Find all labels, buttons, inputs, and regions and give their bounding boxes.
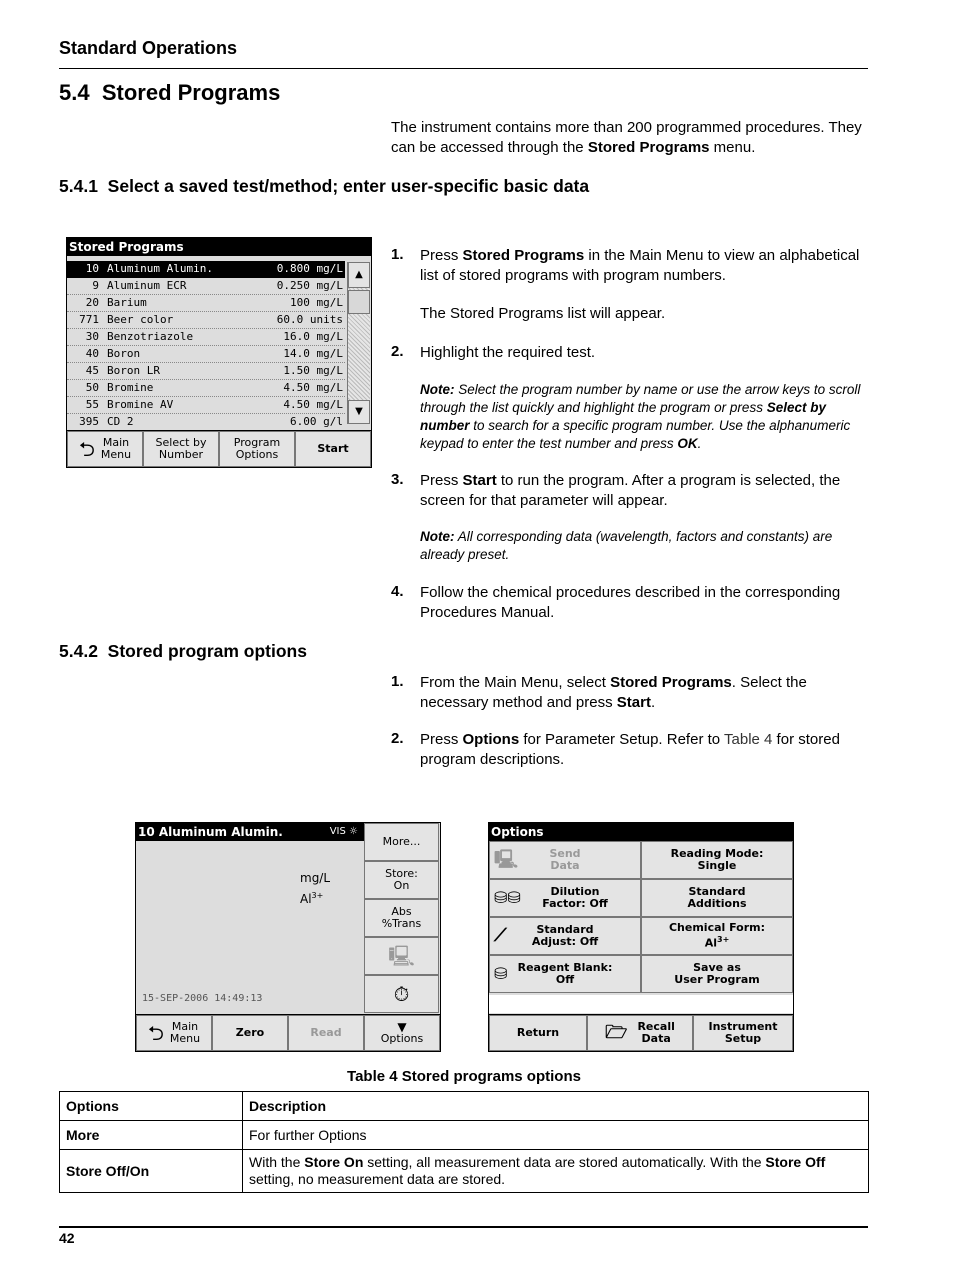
program-name: Bromine: [107, 381, 154, 394]
table-cell: Store Off/On: [60, 1150, 243, 1193]
program-number: 20: [85, 296, 99, 309]
table-cell: More: [60, 1121, 243, 1150]
screen1-button-bar: [67, 430, 371, 467]
screen-title: Stored Programs: [67, 238, 371, 256]
button-label: Abs: [391, 905, 412, 918]
option-label: Save as: [693, 961, 741, 974]
bold-text: Stored Programs: [462, 247, 585, 264]
program-range: 4.50 mg/L: [283, 381, 343, 394]
bold-text: Store Off: [765, 1154, 826, 1170]
main-menu-button[interactable]: [136, 1015, 212, 1051]
calibration-curve-icon: ⟋: [494, 925, 507, 946]
scroll-up-icon[interactable]: ▲: [348, 262, 370, 288]
program-number: 30: [85, 330, 99, 343]
list-item[interactable]: [67, 397, 345, 414]
dilution-factor-option[interactable]: [489, 879, 641, 917]
button-label: Store:: [385, 867, 418, 880]
program-range: 16.0 mg/L: [283, 330, 343, 343]
option-value: Factor: Off: [542, 897, 608, 910]
program-range: 1.50 mg/L: [283, 364, 343, 377]
list-item[interactable]: [67, 278, 345, 295]
option-label: Data: [550, 859, 580, 872]
header-rule: [59, 68, 868, 69]
step-1-text: [420, 246, 869, 285]
option-label: Reading Mode:: [670, 847, 764, 860]
program-number: 771: [79, 313, 99, 326]
section-title: Stored Programs: [101, 80, 281, 105]
text: Press: [420, 472, 463, 489]
screen-title: 10 Aluminum Alumin.: [138, 825, 283, 839]
program-range: 100 mg/L: [290, 296, 343, 309]
footer-rule: [59, 1226, 868, 1228]
option-value: Al: [704, 936, 717, 950]
intro-paragraph: [391, 118, 869, 157]
options-table: [59, 1091, 869, 1193]
vis-indicator: VIS: [329, 826, 346, 837]
button-label: Setup: [724, 1032, 762, 1045]
program-list: [67, 261, 345, 431]
options-step-1-text: [420, 673, 869, 712]
button-label: Instrument: [708, 1020, 778, 1033]
step-1-result: The Stored Programs list will appear.: [420, 305, 666, 322]
options-button[interactable]: [364, 1015, 440, 1051]
options-step-2-text: [420, 730, 869, 769]
button-label: Main: [171, 1020, 199, 1033]
program-number: 45: [85, 364, 99, 377]
screen-title-bar: [136, 823, 364, 841]
recall-data-button[interactable]: [587, 1015, 693, 1051]
button-label: %Trans: [381, 917, 422, 930]
subsection-title: Select a saved test/method; enter user-specific basic data: [107, 176, 590, 196]
text: .: [650, 693, 656, 711]
text: to search for a specific program number. Use the alphanumeric keypad to enter the test number and press: [420, 418, 851, 451]
list-item[interactable]: [67, 329, 345, 346]
program-number: 9: [92, 279, 99, 292]
note-2: [420, 528, 869, 564]
program-range: 14.0 mg/L: [283, 347, 343, 360]
text: for stored program descriptions.: [420, 731, 840, 768]
option-label: Additions: [687, 897, 747, 910]
program-range: 0.250 mg/L: [276, 279, 343, 292]
text: setting, all measurement data are stored automatically. With the: [363, 1154, 766, 1170]
reagent-blank-option[interactable]: [489, 955, 641, 993]
button-label: Menu: [100, 448, 132, 461]
table-reference-link[interactable]: Table 4: [724, 731, 773, 748]
table-header-cell: Description: [243, 1092, 869, 1121]
text: All corresponding data (wavelength, factors and constants) are already preset.: [420, 529, 833, 562]
back-arrow-icon: ⮌: [147, 1021, 164, 1045]
zero-button[interactable]: Zero: [212, 1015, 288, 1051]
intro-text-end: menu.: [709, 138, 756, 156]
abs-trans-button[interactable]: [364, 899, 439, 937]
option-label: Send: [549, 847, 581, 860]
back-arrow-icon: ⮌: [78, 437, 95, 461]
table-cell: For further Options: [243, 1121, 869, 1150]
bold-text: Select by number: [420, 400, 826, 433]
option-label: User Program: [674, 973, 760, 986]
text: for Parameter Setup. Refer to: [519, 731, 725, 748]
option-label: Reagent Blank:: [517, 961, 613, 974]
button-label: Number: [158, 448, 204, 461]
step-number: 1.: [391, 673, 404, 690]
note-1: [420, 381, 869, 453]
program-number: 10: [85, 262, 99, 275]
side-button-column: [364, 823, 439, 1013]
timer-button[interactable]: [364, 975, 439, 1013]
option-label: Standard: [536, 923, 594, 936]
text: to run the program. After a program is selected, the screen for that parameter will appear.: [420, 472, 841, 509]
list-item[interactable]: [67, 295, 345, 312]
button-label: Recall: [637, 1020, 675, 1033]
step-4-text: Follow the chemical procedures described in the corresponding Procedures Manual.: [420, 584, 841, 621]
step-2-text: Highlight the required test.: [420, 344, 596, 361]
button-label: On: [393, 879, 410, 892]
step-number: 1.: [391, 246, 404, 263]
charge: 3+: [311, 891, 324, 900]
date-time: 15-SEP-2006 14:49:13: [142, 993, 263, 1004]
button-label: Select by: [155, 436, 207, 449]
button-label: Menu: [169, 1032, 201, 1045]
table-row: [60, 1150, 869, 1193]
bold-text: Start: [616, 693, 651, 711]
charge: 3+: [717, 935, 730, 945]
scroll-down-icon[interactable]: ▼: [348, 400, 370, 424]
text: From the Main Menu, select: [420, 674, 611, 691]
program-range: 4.50 mg/L: [283, 398, 343, 411]
computer-icon: 🖳: [388, 944, 415, 968]
program-name: CD 2: [107, 415, 134, 428]
intro-text: The instrument contains more than 200 programmed procedures. They can be accessed through the: [391, 119, 862, 156]
program-range: 0.800 mg/L: [276, 262, 343, 275]
stopwatch-icon: ⏱: [393, 982, 410, 1006]
standard-adjust-option[interactable]: [489, 917, 641, 955]
option-label: Dilution: [550, 885, 600, 898]
standard-additions-option[interactable]: [641, 879, 793, 917]
option-value: Single: [697, 859, 737, 872]
screen-title: Options: [489, 823, 793, 841]
reading-mode-option[interactable]: [641, 841, 793, 879]
vials-icon: ⛁⛁: [494, 888, 521, 907]
main-menu-button[interactable]: [67, 431, 143, 467]
blank-area: [489, 995, 793, 1013]
subsection-number: 5.4.2: [59, 641, 98, 661]
section-heading: [59, 80, 280, 106]
button-label: Data: [641, 1032, 671, 1045]
option-value: Off: [555, 973, 575, 986]
text: . Select the necessary method and press: [420, 674, 807, 711]
step-number: 2.: [391, 730, 404, 747]
chemical-form: [300, 891, 323, 906]
running-header: Standard Operations: [59, 38, 238, 58]
program-name: Beer color: [107, 313, 174, 326]
computer-icon: 🖳: [494, 849, 519, 870]
program-name: Benzotriazole: [107, 330, 194, 343]
more-button[interactable]: More...: [364, 823, 439, 861]
program-name: Aluminum ECR: [107, 279, 187, 292]
intro-bold: Stored Programs: [587, 138, 710, 156]
table-row: [60, 1121, 869, 1150]
list-item[interactable]: [67, 414, 345, 431]
step-number: 2.: [391, 343, 404, 360]
lamp-icon: ☼: [349, 826, 358, 837]
text: With the: [249, 1154, 305, 1170]
options-screen: [488, 822, 794, 1052]
option-label: Standard: [688, 885, 746, 898]
button-label: Options: [235, 448, 279, 461]
bold-text: Options: [462, 731, 520, 748]
text: Press: [420, 247, 463, 264]
text: Press: [420, 731, 463, 748]
program-range: 6.00 g/l: [290, 415, 343, 428]
program-range: 60.0 units: [276, 313, 343, 326]
option-label: Chemical Form:: [668, 921, 766, 935]
program-number: 395: [79, 415, 99, 428]
text: setting, no measurement data are stored.: [249, 1171, 506, 1187]
return-button[interactable]: Return: [489, 1015, 587, 1051]
program-name: Aluminum Alumin.: [107, 262, 213, 275]
program-name: Bromine AV: [107, 398, 174, 411]
store-toggle-button[interactable]: [364, 861, 439, 899]
section-number: 5.4: [59, 80, 90, 105]
subsection-number: 5.4.1: [59, 176, 98, 196]
program-number: 55: [85, 398, 99, 411]
option-value: Adjust: Off: [531, 935, 599, 948]
subsection-heading-2: [59, 641, 307, 662]
bold-text: Store On: [304, 1154, 364, 1170]
bold-text: Stored Programs: [610, 674, 732, 691]
start-button[interactable]: Start: [295, 431, 371, 467]
list-item[interactable]: [67, 363, 345, 380]
screen3-button-bar: [489, 1014, 793, 1051]
chevron-down-icon: ▼: [397, 1020, 407, 1034]
table-caption: Table 4 Stored programs options: [347, 1068, 581, 1085]
list-item[interactable]: [67, 261, 345, 278]
program-name: Barium: [107, 296, 147, 309]
button-label: Main: [102, 436, 130, 449]
formula: Al: [300, 892, 312, 906]
measurement-screen: [135, 822, 441, 1052]
folder-icon: 🗁: [605, 1022, 628, 1043]
scroll-thumb[interactable]: [348, 290, 370, 314]
table-header-cell: Options: [60, 1092, 243, 1121]
subsection-title: Stored program options: [107, 641, 307, 661]
step-number: 4.: [391, 583, 404, 600]
subsection-heading-1: [59, 176, 589, 197]
list-scrollbar[interactable]: [347, 262, 370, 424]
read-button[interactable]: Read: [288, 1015, 364, 1051]
text: .: [697, 436, 702, 451]
program-name: Boron LR: [107, 364, 160, 377]
list-item[interactable]: [67, 380, 345, 397]
program-number: 50: [85, 381, 99, 394]
button-label: Options: [380, 1032, 424, 1045]
stored-programs-screen: [66, 237, 372, 468]
text: in the Main Menu to view an alphabetical list of stored programs with program numbers.: [420, 247, 860, 284]
bold-text: OK: [677, 436, 698, 451]
text: Select the program number by name or use the arrow keys to scroll through the list quickly and highlight the program or press: [420, 382, 861, 415]
bold-text: Start: [462, 472, 497, 489]
instrument-setup-button[interactable]: [693, 1015, 793, 1051]
note-label: Note:: [420, 529, 455, 544]
note-label: Note:: [420, 382, 455, 397]
send-data-button[interactable]: [364, 937, 439, 975]
chemical-form-option[interactable]: [641, 917, 793, 955]
select-by-number-button[interactable]: [143, 431, 219, 467]
send-data-option[interactable]: [489, 841, 641, 879]
list-item[interactable]: [67, 312, 345, 329]
step-number: 3.: [391, 471, 404, 488]
table-cell: [243, 1150, 869, 1193]
screen2-button-bar: [136, 1014, 440, 1051]
button-label: Program: [233, 436, 281, 449]
table-header-row: [60, 1092, 869, 1121]
program-options-button[interactable]: [219, 431, 295, 467]
vial-icon: ⛁: [494, 964, 508, 983]
unit-label: mg/L: [300, 871, 331, 885]
save-user-program-option[interactable]: [641, 955, 793, 993]
list-item[interactable]: [67, 346, 345, 363]
page-number: 42: [59, 1230, 75, 1246]
program-number: 40: [85, 347, 99, 360]
options-grid: [489, 841, 793, 993]
program-name: Boron: [107, 347, 141, 360]
step-3-text: [420, 471, 869, 510]
